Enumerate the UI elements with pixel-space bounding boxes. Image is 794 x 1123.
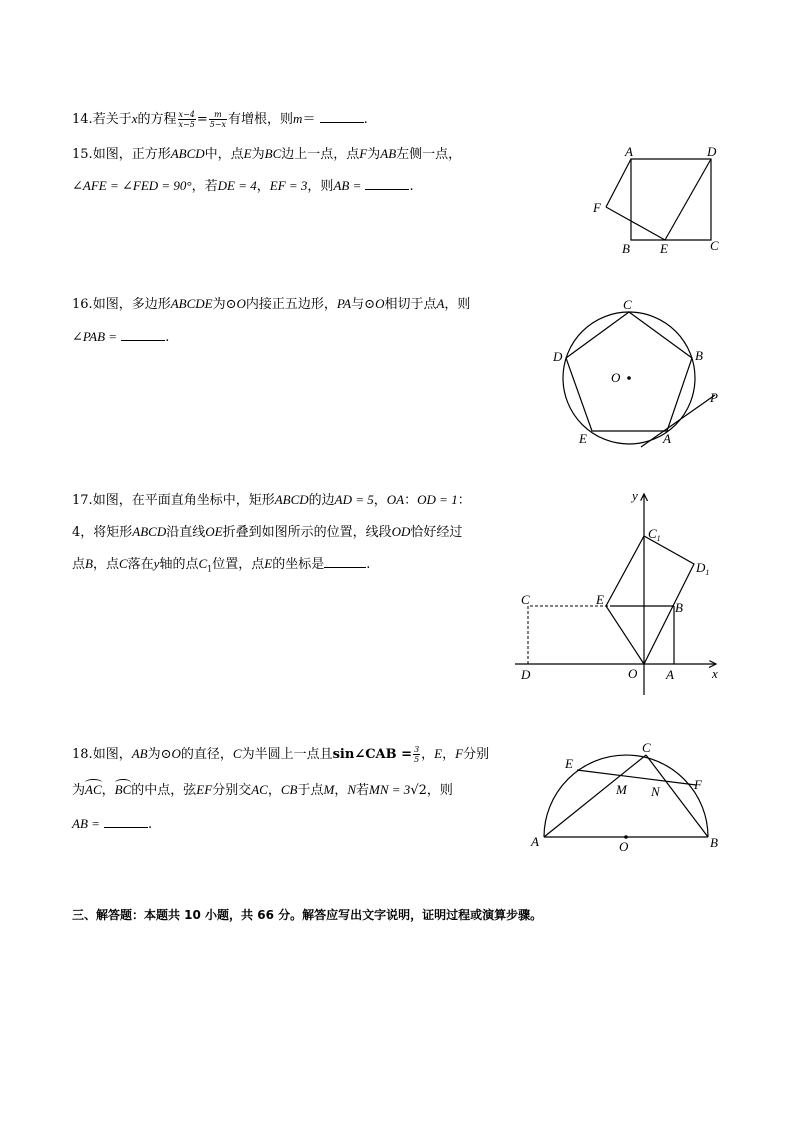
label-b: B [675,600,683,615]
question-15-line-2 [72,177,414,195]
question-18-line-1 [72,745,489,764]
q14-equals: = [196,112,208,127]
label-a: A [531,834,539,849]
q18-ef: EF [196,782,213,797]
label-b: B [622,241,630,256]
q18-end: . [148,817,153,832]
q18-frac-num: 3 [414,745,420,754]
q16-angle-pab: ∠PAB = [72,329,118,344]
q18-ac: AC [251,782,268,797]
q14-number: 14. [72,112,93,127]
q18-text: 的直径， [180,747,233,762]
q17-end: . [366,557,371,572]
q14-equals-2: ＝ [302,112,316,127]
question-16-line-1 [72,296,470,313]
q18-arc-ac: AC [85,782,102,797]
q18-sep: ， [267,783,281,798]
q18-ab-eq: AB = [72,816,100,831]
question-17-line-3 [72,555,370,578]
q15-bc: BC [264,146,282,161]
q18-sqrt2: √2 [410,783,427,798]
q17-y: y [153,556,160,571]
original-rect-dashed [528,606,610,664]
label-d: D [707,144,717,159]
q17-od: OD = 1 [417,492,458,507]
label-f: F [694,777,702,792]
q15-text: 左侧一点， [396,147,462,162]
pentagon-abcde [566,312,692,431]
q18-fraction [413,745,420,764]
label-c: C [710,238,719,253]
q17-text: ，点 [92,557,119,572]
label-p: P [710,390,718,405]
q15-text: 如图，正方形 [92,147,171,162]
q16-end: . [165,330,170,345]
q17-text: 的坐标是 [272,557,325,572]
q17-c1-sub: 1 [207,564,213,574]
q17-od: OD [391,524,411,539]
q15-ef: EF = 3 [269,178,308,193]
q18-n: N [347,782,357,797]
q16-o: O [375,296,385,311]
q17-text: 轴的点 [159,557,199,572]
q18-text: 若 [356,783,370,798]
q15-angle-condition: ∠AFE = ∠FED = 90° [72,178,192,193]
q16-abcde: ABCDE [170,296,213,311]
label-d1: $D_1$ [696,560,710,577]
label-d: D [553,349,563,364]
label-o: O [619,839,629,854]
q15-f: F [359,146,368,161]
q16-text: 如图，多边形 [92,297,171,312]
q15-ab: AB [380,146,397,161]
q15-sep: ， [256,179,270,194]
q14-fraction-2 [209,110,227,129]
label-c: C [642,740,651,755]
q15-end: . [409,179,414,194]
center-dot [627,376,631,380]
q16-circle-symbol: ⊙ [364,297,376,312]
label-e: E [596,592,604,607]
q17-colon: ： [457,493,471,508]
q18-sin: sin∠CAB = [332,747,413,762]
q18-sep: ， [442,747,456,762]
q18-text: 为半圆上一点且 [241,747,333,762]
q15-de: DE = 4 [217,178,257,193]
q16-circle-symbol: ⊙ [225,297,237,312]
q14-text-2: 的方程 [137,112,177,127]
q17-text: 沿直线 [166,525,206,540]
label-n: N [651,784,660,799]
q15-e: E [243,146,252,161]
q18-m: M [323,782,335,797]
q18-cb: CB [280,782,298,797]
label-e: E [579,431,587,446]
q16-pentagon-figure [545,295,735,455]
q18-frac-den: 5 [414,755,420,764]
q14-fraction-1 [178,110,196,129]
q17-oa: OA [386,492,405,507]
label-b: B [695,348,703,363]
segment-de [665,159,711,240]
q14-frac2-num: m [209,110,227,120]
q17-text: 位置，点 [212,557,265,572]
label-d: D [521,667,531,682]
q17-oe: OE [205,524,223,539]
q18-text: 的中点，弦 [131,783,197,798]
q17-text: 落在 [127,557,154,572]
q17-text: 恰好经过 [410,525,463,540]
label-o: O [628,666,638,681]
q17-abcd: ABCD [132,524,167,539]
q18-text: 如图， [92,747,132,762]
label-f: F [593,200,601,215]
q15-square-figure [580,140,730,260]
q14-text-1: 若关于 [92,112,132,127]
q14-var-x: x [131,111,138,126]
q17-ratio-4: 4 [72,525,81,540]
label-a: A [663,431,671,446]
q14-frac1-den: x−5 [178,120,195,129]
q14-text-3: 有增根，则 [228,112,294,127]
q14-var-m: m [293,111,303,126]
q18-text: ，则 [426,783,453,798]
label-e: E [565,756,573,771]
q18-mn: MN = 3 [369,782,411,797]
q18-sep: ， [101,783,115,798]
label-x: x [712,666,718,681]
q18-o: O [171,746,181,761]
q18-answer-blank[interactable] [104,815,148,828]
q16-pa: PA [336,296,352,311]
label-a: A [666,667,674,682]
q18-circle-symbol: ⊙ [160,747,172,762]
q17-colon: ： [404,493,418,508]
q16-text: 与 [351,297,365,312]
q17-text: 的边 [308,493,335,508]
tangent-pa [641,395,715,447]
q17-c: C [118,556,128,571]
q15-text: 边上一点，点 [281,147,360,162]
q17-text: 点 [72,557,86,572]
q17-number: 17. [72,493,93,508]
chord-ef [577,770,696,785]
q15-text: 中，点 [204,147,244,162]
q18-text: 于点 [297,783,324,798]
q15-abcd: ABCD [170,146,205,161]
q15-number: 15. [72,147,93,162]
q18-f: F [455,746,464,761]
q17-e: E [264,556,273,571]
question-18-line-2 [72,782,453,799]
q17-c1: C [198,556,208,571]
question-17-line-2 [72,524,462,541]
label-o: O [611,370,621,385]
question-14 [72,110,368,129]
q16-text: 为 [212,297,226,312]
q18-text: 分别交 [212,783,252,798]
q16-answer-blank[interactable] [121,328,165,341]
q18-sep: ， [334,783,348,798]
q16-text: 内接正五边形， [245,297,337,312]
question-16-line-2 [72,328,169,346]
q18-semicircle-figure [528,738,728,856]
section-heading: 三、解答题：本题共 10 小题，共 66 分。解答应写出文字说明，证明过程或演算步骤。 [72,908,543,922]
q16-number: 16. [72,297,93,312]
q14-frac1-num: x−4 [178,110,195,119]
q16-a: A [436,296,445,311]
q15-text: 为 [251,147,265,162]
q15-answer-blank[interactable] [365,177,409,190]
q16-o: O [236,296,246,311]
q18-text: 为 [72,783,86,798]
q18-text: ， [421,747,435,762]
q17-ad: AD = 5 [334,492,374,507]
label-c: C [623,297,632,312]
q17-text: ， [373,493,387,508]
q14-answer-blank[interactable] [320,110,364,123]
chord-ac [544,755,646,837]
label-e: E [660,241,668,256]
q18-number: 18. [72,747,93,762]
q18-text: 分别 [463,747,490,762]
label-c1: $C_1$ [648,526,661,543]
q18-e: E [434,746,443,761]
q17-answer-blank[interactable] [324,555,366,568]
question-15-line-1 [72,146,461,163]
q16-text: ，则 [444,297,471,312]
label-a: A [625,144,633,159]
q17-abcd: ABCD [274,492,309,507]
label-c: C [521,592,530,607]
q15-ab-eq: AB = [333,178,362,193]
q17-text: 折叠到如图所示的位置，线段 [222,525,392,540]
q15-text: ，若 [191,179,218,194]
q17-text: 如图，在平面直角坐标中，矩形 [92,493,275,508]
question-18-line-3 [72,815,152,833]
q14-end: . [363,112,368,127]
q18-arc-bc: BC [114,782,132,797]
q18-c: C [232,746,242,761]
question-17-line-1 [72,492,471,509]
q18-ab: AB [131,746,148,761]
label-y: y [632,488,638,503]
segment-af [606,159,631,207]
q17-coordinate-figure [510,488,735,698]
q17-text: ，将矩形 [80,525,133,540]
q15-text: ，则 [307,179,334,194]
label-b: B [710,835,718,850]
segment-fe [606,207,665,240]
q17-b: B [85,556,93,571]
q16-text: 相切于点 [384,297,437,312]
label-m: M [616,782,627,797]
q15-text: 为 [367,147,381,162]
q14-frac2-den: 5−x [209,120,227,129]
q18-text: 为 [147,747,161,762]
